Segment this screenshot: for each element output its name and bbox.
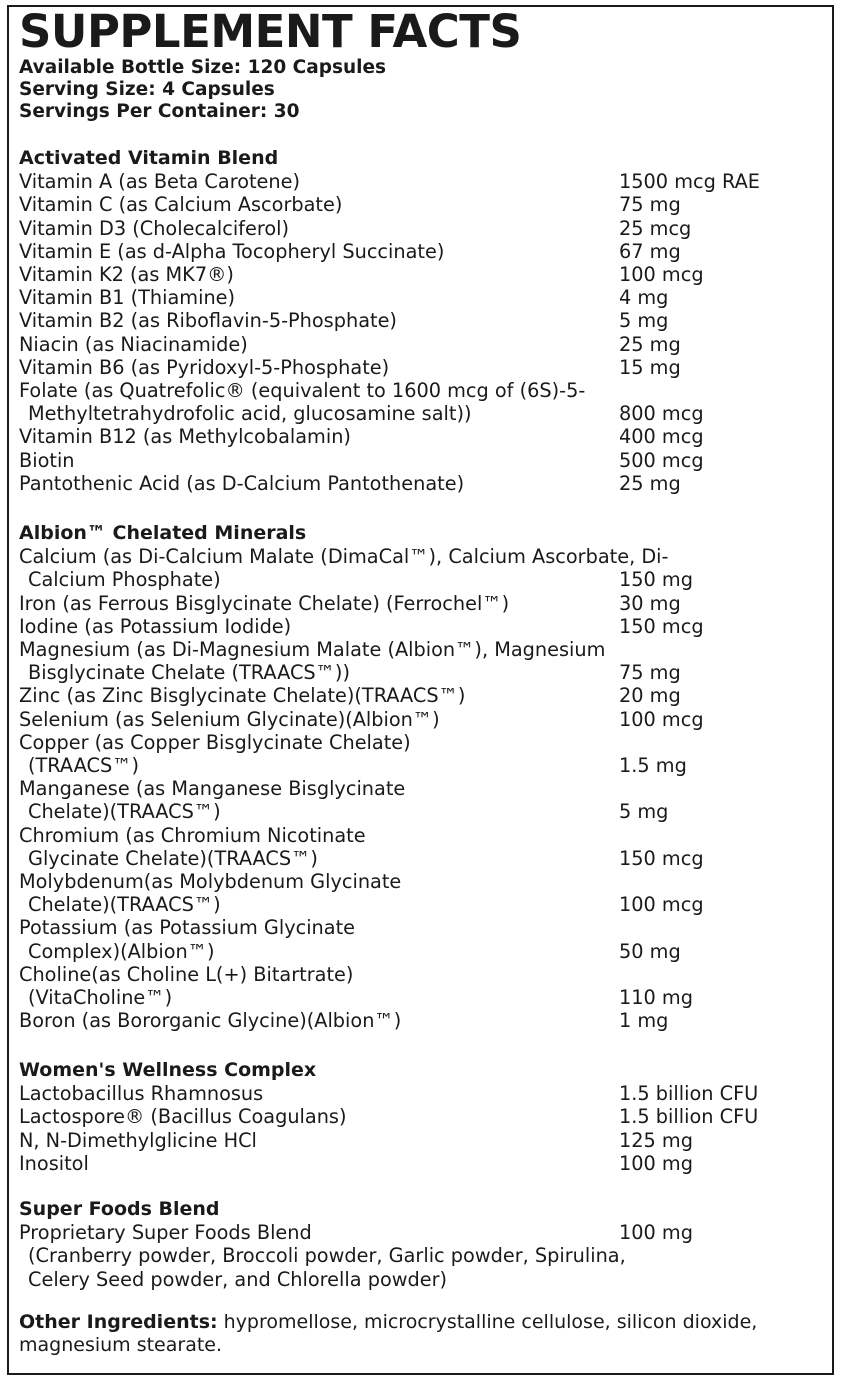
ingredient-name-line: Molybdenum(as Molybdenum Glycinate [19,870,402,894]
ingredient-amount: 4 mg [619,286,669,310]
ingredient-name-line: Calcium Phosphate) [28,568,221,592]
ingredient-row [19,1221,829,1244]
ingredient-name-line: Pantothenic Acid (as D-Calcium Pantothenate) [19,471,465,495]
ingredient-name-line: Manganese (as Manganese Bisglycinate [19,777,406,801]
ingredient-row [19,309,829,332]
ingredient-name-line: Lactobacillus Rhamnosus [19,1082,264,1106]
ingredient-name [19,684,619,707]
ingredient-name: Proprietary Super Foods Blend [19,1221,312,1245]
ingredient-row [19,1009,829,1032]
ingredient-row [19,684,829,707]
section-heading: Women's Wellness Complex [19,1059,317,1081]
supplement-facts-panel [7,5,834,1375]
ingredient-row [19,1152,829,1175]
page-title: SUPPLEMENT FACTS [19,5,522,58]
ingredient-row [19,1129,829,1152]
ingredient-amount: 150 mg [619,568,693,592]
ingredient-row [19,425,829,448]
ingredient-name-line: Bisglycinate Chelate (TRAACS™)) [28,661,350,685]
ingredient-name-line: Vitamin K2 (as MK7®) [19,263,234,287]
ingredient-name [19,379,619,425]
ingredient-amount: 1 mg [619,1009,669,1033]
ingredient-row [19,472,829,495]
ingredient-name-line: Vitamin B12 (as Methylcobalamin) [19,425,351,449]
ingredient-name [19,217,619,240]
serving-info [19,57,386,123]
ingredient-name [19,824,619,870]
ingredient-name-line: (TRAACS™) [28,754,139,778]
ingredient-row [19,615,829,638]
ingredient-amount: 800 mcg [619,402,704,426]
ingredient-amount: 500 mcg [619,448,704,472]
ingredient-row [19,708,829,731]
blend-description: Celery Seed powder, and Chlorella powder) [28,1267,448,1291]
ingredient-amount: 25 mg [619,332,681,356]
ingredient-name-line: (VitaCholine™) [28,986,173,1010]
ingredient-name-line: Vitamin E (as d-Alpha Tocopheryl Succinate) [19,239,445,263]
ingredient-name-line: Biotin [19,448,75,472]
ingredient-amount: 1.5 mg [619,754,687,778]
servings-per-container: Servings Per Container: 30 [19,101,300,122]
other-ingredients-text: hypromellose, microcrystalline cellulose, silicon dioxide, [217,1311,758,1333]
ingredient-row [19,193,829,216]
ingredient-name-line: Iodine (as Potassium Iodide) [19,614,292,638]
other-ingredients-text: magnesium stearate. [19,1334,223,1357]
ingredient-name [19,1129,619,1152]
ingredient-name-line: Vitamin C (as Calcium Ascorbate) [19,193,343,217]
ingredient-amount: 100 mg [619,1221,693,1245]
ingredient-name-line: Calcium (as Di-Calcium Malate (DimaCal™), Calcium Ascorbate, Di- [19,545,669,569]
ingredient-name [19,1082,619,1105]
ingredient-name [19,1152,619,1175]
ingredient-amount: 100 mcg [619,263,704,287]
mineral-section [19,522,829,1032]
ingredient-row [19,286,829,309]
bottle-size: Available Bottle Size: 120 Capsules [19,57,387,78]
womens-section [19,1059,829,1175]
ingredient-name-line: Niacin (as Niacinamide) [19,332,248,356]
ingredient-name [19,916,619,962]
ingredient-name-line: Choline(as Choline L(+) Bitartrate) [19,962,354,986]
ingredient-amount: 150 mcg [619,614,704,638]
ingredient-amount: 5 mg [619,800,669,824]
section-heading: Super Foods Blend [19,1198,220,1220]
ingredient-name-line: Complex)(Albion™) [28,939,215,963]
ingredient-row [19,1082,829,1105]
ingredient-amount: 5 mg [619,309,669,333]
ingredient-name-line: Copper (as Copper Bisglycinate Chelate) [19,730,411,754]
ingredient-name-line: Selenium (as Selenium Glycinate)(Albion™) [19,707,440,731]
ingredient-name-line: Lactospore® (Bacillus Coagulans) [19,1105,347,1129]
ingredient-name-line: Inositol [19,1151,89,1175]
ingredient-row [19,333,829,356]
ingredient-amount: 100 mcg [619,893,704,917]
ingredient-name-line: Iron (as Ferrous Bisglycinate Chelate) (Ferrochel™) [19,591,510,615]
ingredient-row [19,263,829,286]
ingredient-row [19,777,829,823]
ingredient-amount: 15 mg [619,355,681,379]
ingredient-name [19,963,619,1009]
ingredient-amount: 30 mg [619,591,681,615]
ingredient-name-line: Glycinate Chelate)(TRAACS™) [28,846,318,870]
ingredient-name [19,193,619,216]
ingredient-name-line: Zinc (as Zinc Bisglycinate Chelate)(TRAACS™) [19,684,466,708]
ingredient-row [19,379,829,425]
ingredient-amount: 1500 mcg RAE [619,170,760,194]
ingredient-row [19,217,829,240]
ingredient-row [19,592,829,615]
ingredient-name-line: N, N-Dimethylglicine HCl [19,1128,257,1152]
ingredient-name [19,777,619,823]
blend-description: (Cranberry powder, Broccoli powder, Garlic powder, Spirulina, [28,1244,626,1268]
ingredient-name-line: Chelate)(TRAACS™) [28,800,221,824]
ingredient-name [19,615,619,638]
ingredient-row [19,240,829,263]
ingredient-amount: 1.5 billion CFU [619,1105,759,1129]
ingredient-amount: 150 mcg [619,846,704,870]
ingredient-row [19,870,829,916]
ingredient-amount: 75 mg [619,661,681,685]
ingredient-row [19,449,829,472]
ingredient-row [19,638,829,684]
ingredient-amount: 25 mcg [619,216,692,240]
ingredient-row [19,824,829,870]
ingredient-name [19,240,619,263]
ingredient-name [19,170,619,193]
ingredient-name-line: Vitamin D3 (Cholecalciferol) [19,216,290,240]
ingredient-name-line: Vitamin B2 (as Riboflavin-5-Phosphate) [19,309,397,333]
ingredient-name [19,333,619,356]
ingredient-amount: 100 mcg [619,707,704,731]
ingredient-name-line: Folate (as Quatrefolic® (equivalent to 1600 mcg of (6S)-5- [19,379,586,403]
superfoods-section [19,1198,829,1291]
ingredient-name [19,449,619,472]
ingredient-name-line: Chelate)(TRAACS™) [28,893,221,917]
ingredient-name [19,263,619,286]
ingredient-name [19,425,619,448]
ingredient-name-line: Boron (as Bororganic Glycine)(Albion™) [19,1009,402,1033]
ingredient-name [19,472,619,495]
ingredient-row [19,170,829,193]
ingredient-row [19,545,829,591]
serving-size: Serving Size: 4 Capsules [19,79,275,100]
ingredient-name [19,731,619,777]
ingredient-row [19,916,829,962]
ingredient-amount: 110 mg [619,986,693,1010]
ingredient-row [19,963,829,1009]
section-heading: Activated Vitamin Blend [19,147,279,169]
ingredient-name-line: Chromium (as Chromium Nicotinate [19,823,366,847]
ingredient-row [19,356,829,379]
ingredient-amount: 125 mg [619,1128,693,1152]
ingredient-amount: 400 mcg [619,425,704,449]
ingredient-name-line: Methyltetrahydrofolic acid, glucosamine salt)) [28,402,472,426]
ingredient-name-line: Potassium (as Potassium Glycinate [19,916,356,940]
ingredient-name [19,708,619,731]
ingredient-name [19,286,619,309]
ingredient-name-line: Magnesium (as Di-Magnesium Malate (Albion™), Magnesium [19,638,606,662]
ingredient-name [19,1009,619,1032]
ingredient-name-line: Vitamin A (as Beta Carotene) [19,170,301,194]
ingredient-name [19,870,619,916]
ingredient-row [19,1105,829,1128]
ingredient-name [19,356,619,379]
vitamin-section [19,147,829,495]
ingredient-name [19,1105,619,1128]
ingredient-row [19,731,829,777]
other-ingredients [19,1311,837,1357]
other-ingredients-label: Other Ingredients: [19,1311,218,1333]
ingredient-name-line: Vitamin B1 (Thiamine) [19,286,236,310]
ingredient-amount: 50 mg [619,939,681,963]
ingredient-amount: 75 mg [619,193,681,217]
ingredient-name [19,638,619,684]
ingredient-name-line: Vitamin B6 (as Pyridoxyl-5-Phosphate) [19,355,390,379]
ingredient-name [19,309,619,332]
ingredient-amount: 20 mg [619,684,681,708]
ingredient-amount: 100 mg [619,1151,693,1175]
section-heading: Albion™ Chelated Minerals [19,522,307,544]
ingredient-name [19,592,619,615]
ingredient-amount: 1.5 billion CFU [619,1082,759,1106]
ingredient-amount: 67 mg [619,239,681,263]
ingredient-amount: 25 mg [619,471,681,495]
